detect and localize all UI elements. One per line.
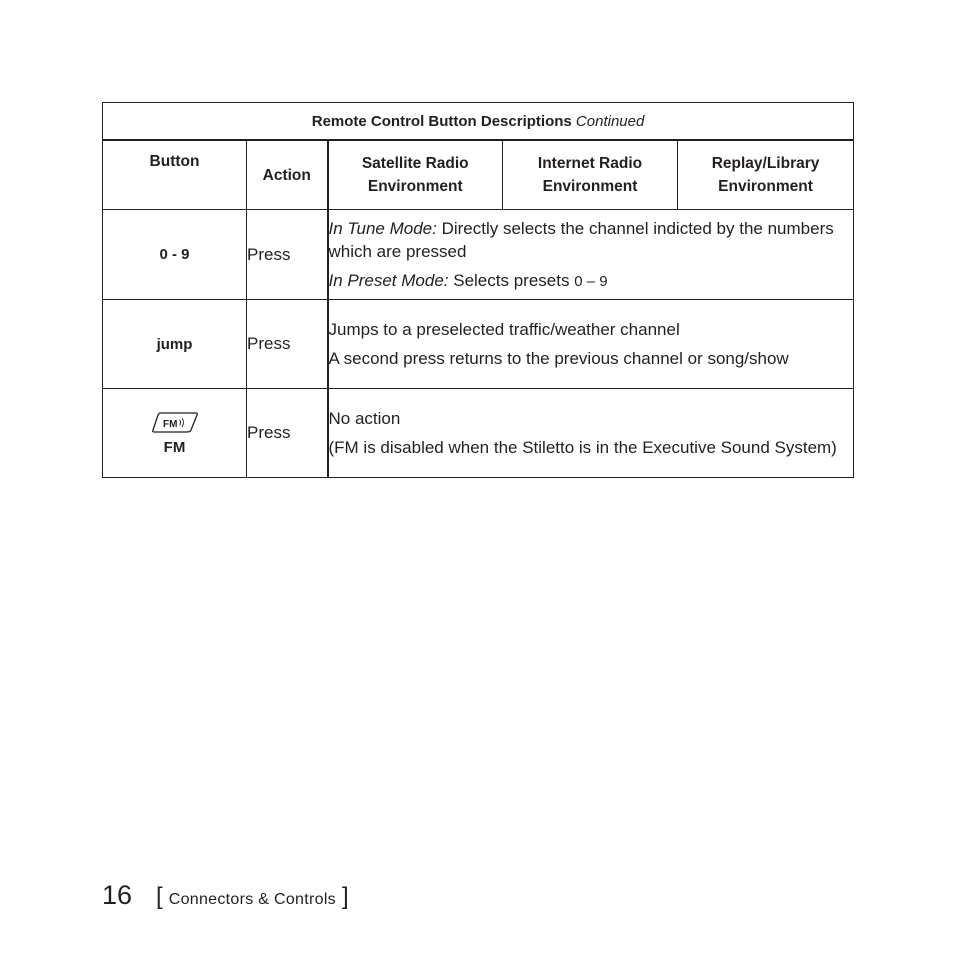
description-text: Selects presets [448, 270, 575, 290]
header-replay-library: Replay/Library Environment [678, 140, 854, 210]
remote-control-table [102, 102, 854, 478]
fm-radio-button-icon [151, 411, 199, 435]
description-line: Jumps to a preselected traffic/weather channel [328, 320, 680, 339]
table-row [103, 300, 854, 389]
table-row [103, 389, 854, 478]
table-title-bold: Remote Control Button Descriptions [311, 112, 572, 130]
description-line [329, 217, 854, 263]
description-line: (FM is disabled when the Stiletto is in the Executive Sound System) [328, 438, 837, 457]
section-bracket-close: ] [341, 883, 349, 910]
description-line: A second press returns to the previous channel or song/show [328, 349, 789, 368]
button-description [328, 300, 854, 389]
table-title [103, 103, 854, 141]
button-action: Press [247, 210, 328, 300]
header-satellite-radio: Satellite Radio Environment [328, 140, 503, 210]
preset-range: 0 – 9 [574, 272, 608, 290]
button-name: 0 - 9 [103, 210, 247, 300]
table-header-row [103, 140, 854, 210]
page-footer [102, 880, 349, 911]
description-line: No action [328, 409, 401, 428]
fm-icon-label: FM [162, 418, 177, 430]
header-action: Action [247, 140, 328, 210]
button-name: FM [163, 438, 186, 456]
section-title: Connectors & Controls [168, 891, 336, 908]
table-row [103, 210, 854, 300]
description-text: Directly selects the channel indicted by the numbers which are pressed [328, 218, 834, 261]
button-name-cell [103, 389, 247, 478]
mode-label: In Tune Mode: [328, 218, 437, 238]
button-name: jump [103, 300, 247, 389]
section-bracket-open: [ [156, 883, 163, 910]
button-action: Press [247, 389, 328, 478]
header-internet-radio: Internet Radio Environment [503, 140, 678, 210]
table-title-continued: Continued [575, 112, 645, 130]
description-line [329, 269, 854, 293]
header-button: Button [103, 140, 247, 210]
mode-label: In Preset Mode: [328, 270, 449, 290]
button-description [328, 389, 854, 478]
page-number: 16 [102, 880, 133, 910]
button-description [328, 210, 854, 300]
button-action: Press [247, 300, 328, 389]
